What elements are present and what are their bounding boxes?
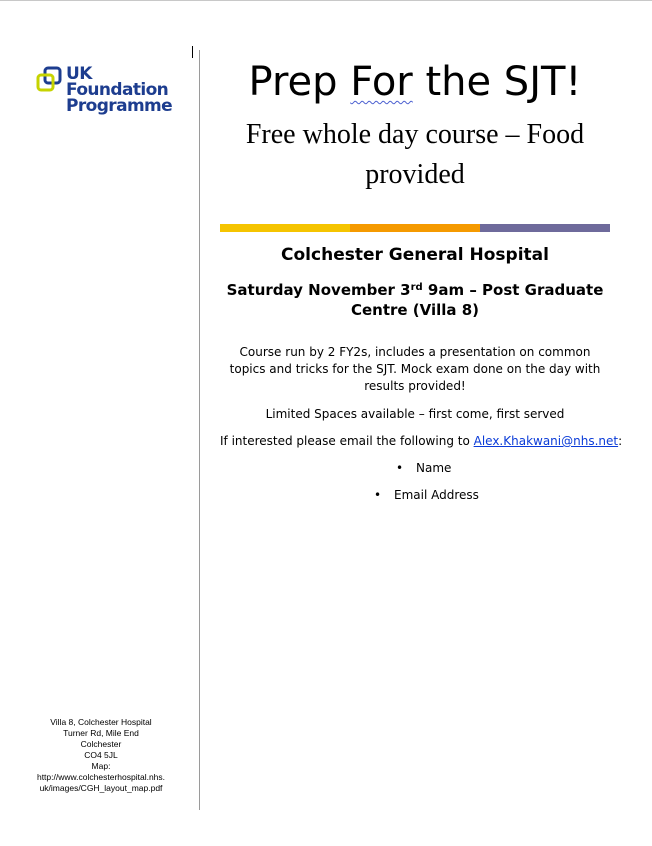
page-title — [220, 57, 610, 107]
address-line: Villa 8, Colchester Hospital — [50, 717, 152, 727]
date-text: Saturday November 3 — [226, 281, 411, 299]
contact-prefix: If interested please email the following to — [220, 434, 474, 448]
page-subtitle: Free whole day course – Food provided — [245, 119, 585, 190]
venue-text: 9am – Post Graduate Centre (Villa 8) — [350, 281, 604, 319]
bullet-icon: • — [396, 461, 404, 475]
event-date-venue — [220, 280, 610, 320]
text-cursor — [192, 46, 193, 58]
list-item-label: Email Address — [394, 488, 479, 502]
stripe-purple — [480, 224, 610, 232]
address-line: Colchester — [80, 739, 122, 749]
uk-foundation-programme-logo — [36, 66, 186, 122]
color-stripe — [220, 224, 610, 232]
contact-line — [220, 433, 623, 450]
bullet-icon: • — [374, 488, 382, 502]
address-line: Map: — [91, 761, 111, 771]
title-part: Prep — [248, 59, 351, 105]
email-link[interactable]: Alex.Khakwani@nhs.net — [473, 434, 619, 448]
logo-line-uk: UK — [66, 64, 92, 84]
title-spellcheck-word[interactable]: For — [350, 59, 413, 105]
address-line: Turner Rd, Mile End — [63, 728, 139, 738]
sidebar-divider — [199, 50, 200, 810]
map-url: http://www.colchesterhospital.nhs.uk/images/CGH_layout_map.pdf — [36, 772, 166, 793]
logo-line-foundation: Foundation — [66, 80, 169, 100]
contact-suffix: : — [618, 434, 623, 448]
stripe-yellow — [220, 224, 350, 232]
stripe-orange — [350, 224, 480, 232]
hospital-name: Colchester General Hospital — [281, 245, 549, 265]
limited-spaces-note: Limited Spaces available – first come, first served — [265, 407, 565, 421]
logo-wordmark — [66, 66, 172, 114]
list-item — [396, 460, 451, 477]
address-line: CO4 5JL — [84, 750, 118, 760]
venue-address — [36, 717, 166, 794]
logo-line-programme: Programme — [66, 96, 173, 116]
date-ordinal: rd — [410, 282, 423, 293]
list-item-label: Name — [416, 461, 452, 475]
logo-squares-icon — [36, 66, 64, 94]
list-item — [374, 487, 479, 504]
page-top-edge — [0, 0, 652, 1]
course-description: Course run by 2 FY2s, includes a presentation on common topics and tricks for the SJT. Mock exam done on the day with results provided! — [229, 345, 601, 393]
title-part: the SJT! — [412, 59, 582, 105]
